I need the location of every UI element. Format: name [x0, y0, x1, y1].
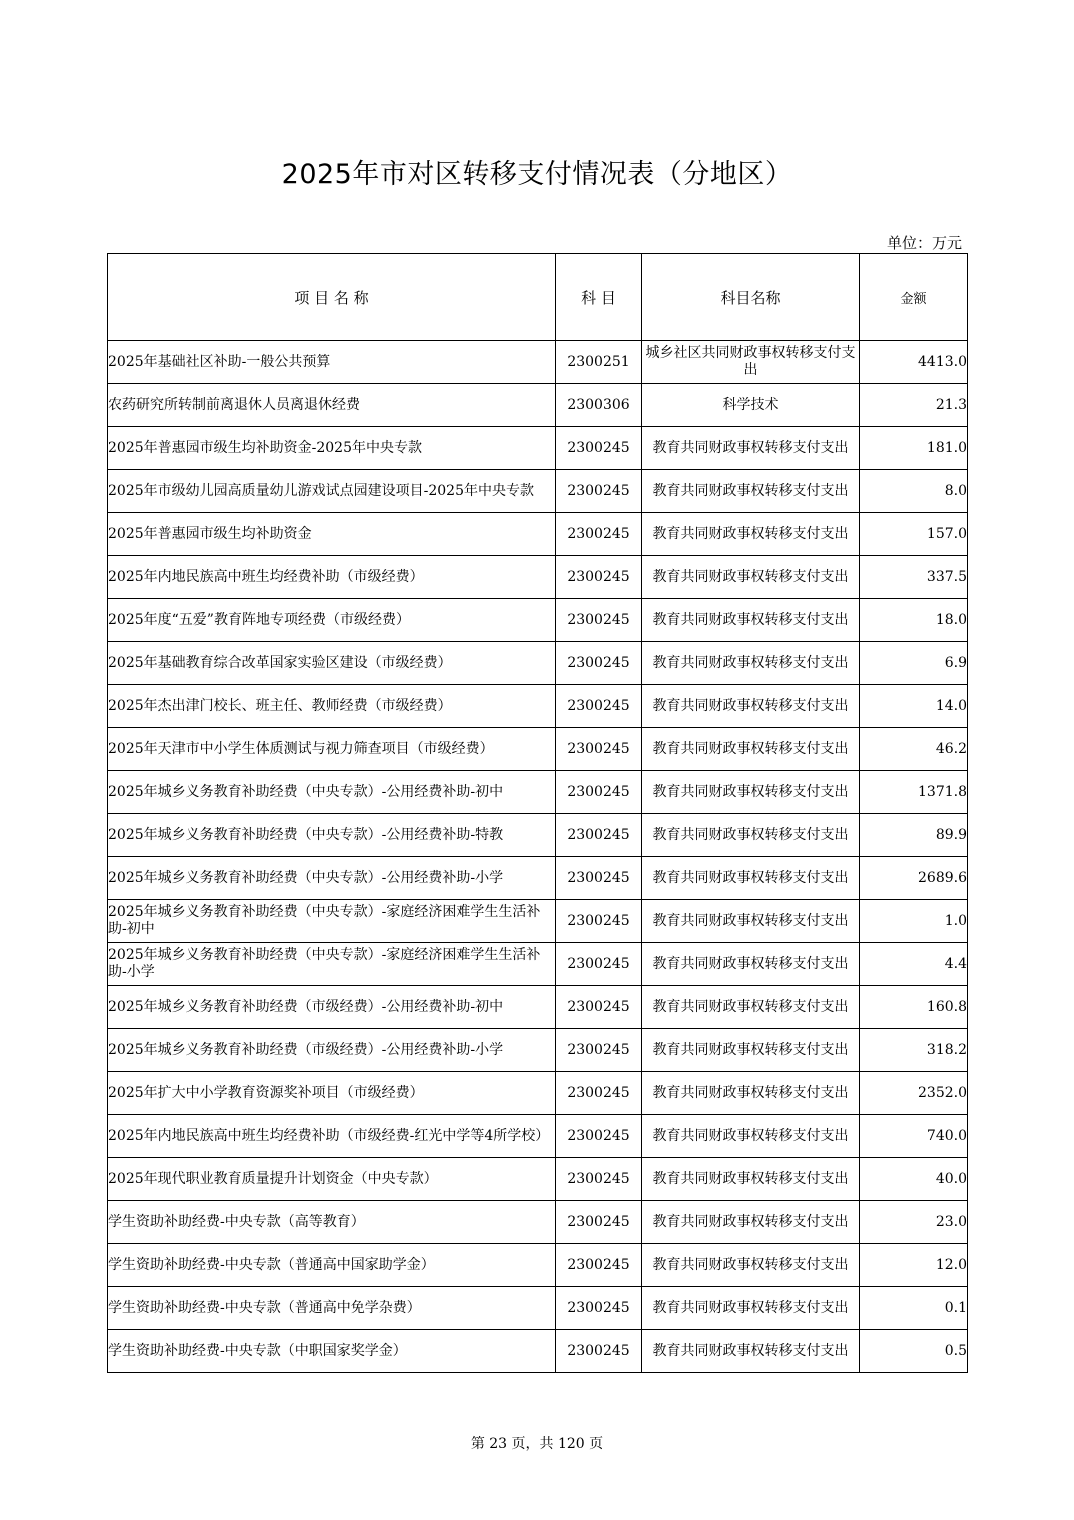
cell-project-name: 2025年杰出津门校长、班主任、教师经费（市级经费） [108, 685, 556, 728]
cell-amount: 89.9 [860, 814, 968, 857]
table-row [108, 1287, 968, 1330]
cell-subject-code: 2300245 [556, 986, 642, 1029]
cell-subject-name: 教育共同财政事权转移支付支出 [642, 1201, 860, 1244]
cell-project-name: 2025年城乡义务教育补助经费（市级经费）-公用经费补助-初中 [108, 986, 556, 1029]
table-body [108, 341, 968, 1373]
cell-amount: 157.0 [860, 513, 968, 556]
cell-amount: 21.3 [860, 384, 968, 427]
cell-project-name: 2025年城乡义务教育补助经费（中央专款）-公用经费补助-小学 [108, 857, 556, 900]
cell-subject-name: 教育共同财政事权转移支付支出 [642, 857, 860, 900]
page-title: 2025年市对区转移支付情况表（分地区） [281, 159, 793, 190]
cell-subject-name: 教育共同财政事权转移支付支出 [642, 943, 860, 986]
cell-subject-code: 2300245 [556, 427, 642, 470]
cell-subject-code: 2300245 [556, 943, 642, 986]
cell-project-name: 学生资助补助经费-中央专款（普通高中免学杂费） [108, 1287, 556, 1330]
unit-label: 单位：万元 [886, 234, 962, 252]
header-project-name: 项 目 名 称 [108, 254, 556, 341]
cell-subject-code: 2300245 [556, 900, 642, 943]
cell-subject-name: 教育共同财政事权转移支付支出 [642, 427, 860, 470]
cell-subject-code: 2300251 [556, 341, 642, 384]
cell-subject-name: 教育共同财政事权转移支付支出 [642, 986, 860, 1029]
table-row [108, 1201, 968, 1244]
table-row [108, 1158, 968, 1201]
table-row [108, 642, 968, 685]
cell-project-name: 2025年城乡义务教育补助经费（中央专款）-家庭经济困难学生生活补助-初中 [108, 900, 556, 943]
cell-subject-name: 教育共同财政事权转移支付支出 [642, 900, 860, 943]
header-subject-name: 科目名称 [642, 254, 860, 341]
table-row [108, 556, 968, 599]
table-row [108, 599, 968, 642]
cell-amount: 2352.0 [860, 1072, 968, 1115]
cell-subject-code: 2300245 [556, 642, 642, 685]
cell-project-name: 学生资助补助经费-中央专款（普通高中国家助学金） [108, 1244, 556, 1287]
cell-amount: 2689.6 [860, 857, 968, 900]
cell-project-name: 2025年天津市中小学生体质测试与视力筛查项目（市级经费） [108, 728, 556, 771]
cell-subject-code: 2300245 [556, 814, 642, 857]
cell-project-name: 2025年市级幼儿园高质量幼儿游戏试点园建设项目-2025年中央专款 [108, 470, 556, 513]
cell-amount: 8.0 [860, 470, 968, 513]
page-number: 第 23 页，共 120 页 [470, 1436, 604, 1452]
table-row [108, 341, 968, 384]
cell-project-name: 2025年内地民族高中班生均经费补助（市级经费-红光中学等4所学校） [108, 1115, 556, 1158]
cell-amount: 4.4 [860, 943, 968, 986]
cell-subject-name: 教育共同财政事权转移支付支出 [642, 814, 860, 857]
table-row [108, 1330, 968, 1373]
cell-subject-code: 2300245 [556, 513, 642, 556]
cell-project-name: 2025年城乡义务教育补助经费（中央专款）-公用经费补助-特教 [108, 814, 556, 857]
table-row [108, 728, 968, 771]
cell-amount: 1.0 [860, 900, 968, 943]
cell-subject-code: 2300245 [556, 470, 642, 513]
table-row [108, 384, 968, 427]
cell-amount: 12.0 [860, 1244, 968, 1287]
cell-amount: 40.0 [860, 1158, 968, 1201]
table-row [108, 1244, 968, 1287]
cell-subject-code: 2300245 [556, 1029, 642, 1072]
cell-project-name: 2025年内地民族高中班生均经费补助（市级经费） [108, 556, 556, 599]
cell-subject-code: 2300245 [556, 728, 642, 771]
table-row [108, 814, 968, 857]
cell-project-name: 农药研究所转制前离退休人员离退休经费 [108, 384, 556, 427]
table-row [108, 771, 968, 814]
cell-amount: 4413.0 [860, 341, 968, 384]
cell-amount: 181.0 [860, 427, 968, 470]
cell-subject-code: 2300245 [556, 1115, 642, 1158]
cell-amount: 0.1 [860, 1287, 968, 1330]
cell-amount: 23.0 [860, 1201, 968, 1244]
table-row [108, 470, 968, 513]
cell-amount: 6.9 [860, 642, 968, 685]
table-row [108, 1029, 968, 1072]
cell-subject-code: 2300245 [556, 857, 642, 900]
cell-amount: 740.0 [860, 1115, 968, 1158]
cell-subject-name: 教育共同财政事权转移支付支出 [642, 1029, 860, 1072]
cell-subject-name: 教育共同财政事权转移支付支出 [642, 1244, 860, 1287]
cell-subject-name: 教育共同财政事权转移支付支出 [642, 1287, 860, 1330]
cell-project-name: 2025年城乡义务教育补助经费（中央专款）-公用经费补助-初中 [108, 771, 556, 814]
cell-subject-code: 2300245 [556, 1201, 642, 1244]
cell-subject-code: 2300245 [556, 1244, 642, 1287]
cell-subject-code: 2300245 [556, 1330, 642, 1373]
cell-project-name: 2025年扩大中小学教育资源奖补项目（市级经费） [108, 1072, 556, 1115]
cell-subject-name: 科学技术 [642, 384, 860, 427]
cell-project-name: 2025年基础社区补助-一般公共预算 [108, 341, 556, 384]
table-row [108, 1072, 968, 1115]
table-row [108, 513, 968, 556]
cell-subject-name: 教育共同财政事权转移支付支出 [642, 1158, 860, 1201]
cell-project-name: 2025年现代职业教育质量提升计划资金（中央专款） [108, 1158, 556, 1201]
cell-subject-name: 教育共同财政事权转移支付支出 [642, 556, 860, 599]
cell-subject-code: 2300245 [556, 556, 642, 599]
cell-subject-name: 教育共同财政事权转移支付支出 [642, 513, 860, 556]
transfer-payment-table [107, 253, 968, 1373]
cell-amount: 1371.8 [860, 771, 968, 814]
cell-subject-name: 教育共同财政事权转移支付支出 [642, 1072, 860, 1115]
cell-subject-code: 2300245 [556, 1158, 642, 1201]
cell-amount: 0.5 [860, 1330, 968, 1373]
cell-subject-code: 2300245 [556, 685, 642, 728]
cell-subject-name: 教育共同财政事权转移支付支出 [642, 1330, 860, 1373]
table-row [108, 857, 968, 900]
table-row [108, 900, 968, 943]
cell-amount: 160.8 [860, 986, 968, 1029]
cell-subject-name: 教育共同财政事权转移支付支出 [642, 1115, 860, 1158]
cell-subject-name: 教育共同财政事权转移支付支出 [642, 470, 860, 513]
table-row [108, 1115, 968, 1158]
cell-subject-name: 教育共同财政事权转移支付支出 [642, 685, 860, 728]
cell-amount: 18.0 [860, 599, 968, 642]
header-subject-code: 科 目 [556, 254, 642, 341]
cell-amount: 318.2 [860, 1029, 968, 1072]
cell-project-name: 2025年城乡义务教育补助经费（市级经费）-公用经费补助-小学 [108, 1029, 556, 1072]
table-header-row [108, 254, 968, 341]
cell-subject-code: 2300245 [556, 599, 642, 642]
cell-amount: 337.5 [860, 556, 968, 599]
cell-subject-code: 2300245 [556, 1287, 642, 1330]
table-row [108, 685, 968, 728]
table-row [108, 986, 968, 1029]
cell-project-name: 2025年基础教育综合改革国家实验区建设（市级经费） [108, 642, 556, 685]
cell-project-name: 学生资助补助经费-中央专款（中职国家奖学金） [108, 1330, 556, 1373]
header-amount: 金额 [860, 254, 968, 341]
cell-amount: 46.2 [860, 728, 968, 771]
cell-project-name: 2025年度“五爱”教育阵地专项经费（市级经费） [108, 599, 556, 642]
cell-subject-name: 城乡社区共同财政事权转移支付支出 [642, 341, 860, 384]
cell-project-name: 2025年普惠园市级生均补助资金 [108, 513, 556, 556]
cell-subject-name: 教育共同财政事权转移支付支出 [642, 771, 860, 814]
cell-project-name: 2025年普惠园市级生均补助资金-2025年中央专款 [108, 427, 556, 470]
cell-subject-code: 2300245 [556, 771, 642, 814]
cell-amount: 14.0 [860, 685, 968, 728]
cell-subject-name: 教育共同财政事权转移支付支出 [642, 599, 860, 642]
cell-subject-code: 2300245 [556, 1072, 642, 1115]
cell-project-name: 2025年城乡义务教育补助经费（中央专款）-家庭经济困难学生生活补助-小学 [108, 943, 556, 986]
cell-subject-name: 教育共同财政事权转移支付支出 [642, 728, 860, 771]
cell-subject-code: 2300306 [556, 384, 642, 427]
table-row [108, 943, 968, 986]
table-row [108, 427, 968, 470]
cell-subject-name: 教育共同财政事权转移支付支出 [642, 642, 860, 685]
cell-project-name: 学生资助补助经费-中央专款（高等教育） [108, 1201, 556, 1244]
